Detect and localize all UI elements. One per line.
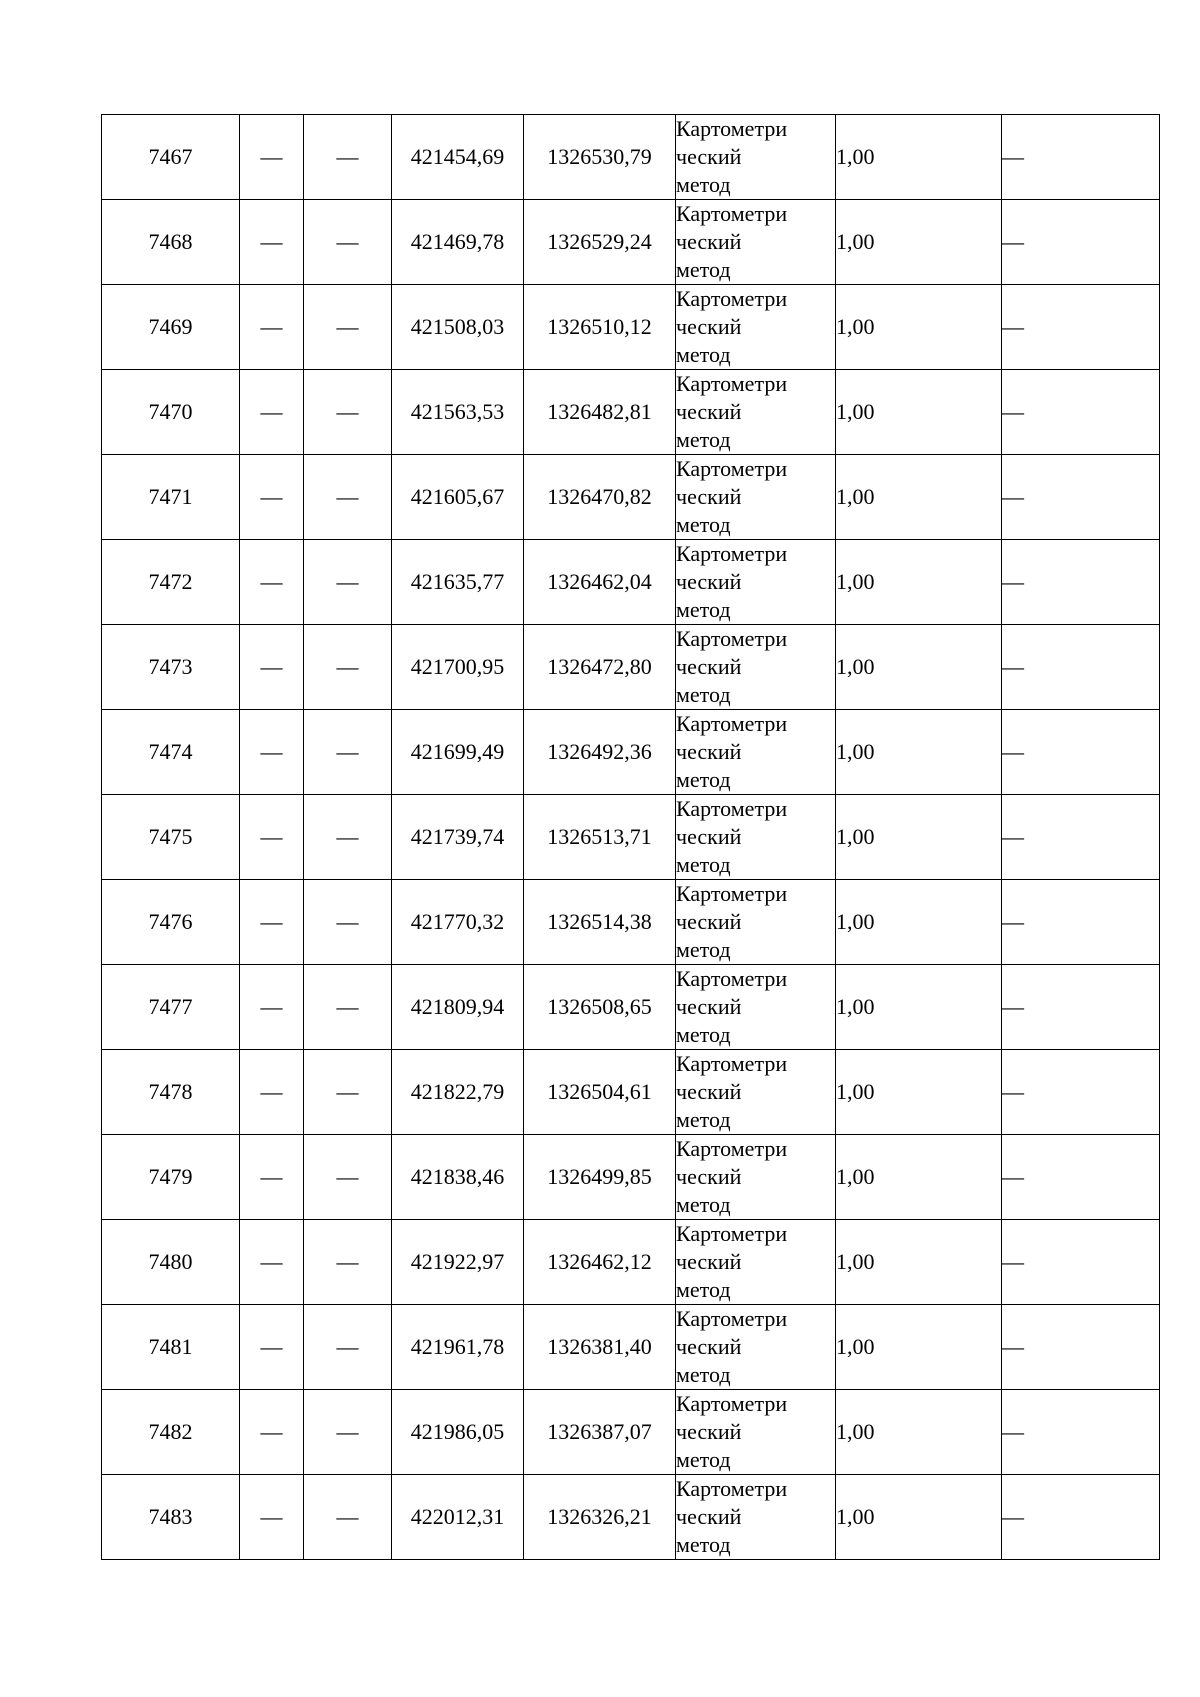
coordinates-table	[101, 114, 1160, 1560]
method-text-line: метод	[676, 342, 731, 367]
method-text-line: ческий	[676, 399, 742, 424]
y-coordinate-cell: 1326472,80	[524, 625, 676, 710]
column-3-cell: —	[304, 1305, 392, 1390]
error-value-cell: 1,00	[836, 115, 1002, 200]
column-3-cell: —	[304, 795, 392, 880]
x-coordinate-cell: 422012,31	[392, 1475, 524, 1560]
method-text-line: ческий	[676, 1164, 742, 1189]
method-cell	[676, 1220, 836, 1305]
method-cell	[676, 285, 836, 370]
error-value-cell: 1,00	[836, 965, 1002, 1050]
method-text-line: метод	[676, 767, 731, 792]
table-row	[102, 1390, 1160, 1475]
column-3-cell: —	[304, 455, 392, 540]
method-text-line: Картометри	[676, 881, 788, 906]
error-value-cell: 1,00	[836, 455, 1002, 540]
method-text-line: Картометри	[676, 116, 788, 141]
method-cell	[676, 1390, 836, 1475]
method-text-line: метод	[676, 1107, 731, 1132]
method-cell	[676, 710, 836, 795]
column-3-cell: —	[304, 1475, 392, 1560]
last-column-cell: —	[1002, 540, 1160, 625]
x-coordinate-cell: 421922,97	[392, 1220, 524, 1305]
method-text-line: Картометри	[676, 541, 788, 566]
last-column-cell: —	[1002, 285, 1160, 370]
column-3-cell: —	[304, 1390, 392, 1475]
last-column-cell: —	[1002, 880, 1160, 965]
method-text-line: ческий	[676, 1504, 742, 1529]
x-coordinate-cell: 421454,69	[392, 115, 524, 200]
point-number-cell: 7467	[102, 115, 240, 200]
column-3-cell: —	[304, 370, 392, 455]
method-text-line: ческий	[676, 824, 742, 849]
method-text-line: Картометри	[676, 711, 788, 736]
column-2-cell: —	[240, 285, 304, 370]
x-coordinate-cell: 421770,32	[392, 880, 524, 965]
column-2-cell: —	[240, 1475, 304, 1560]
method-text-line: ческий	[676, 1334, 742, 1359]
method-text-line: метод	[676, 597, 731, 622]
method-text-line: Картометри	[676, 1476, 788, 1501]
column-3-cell: —	[304, 1220, 392, 1305]
point-number-cell: 7479	[102, 1135, 240, 1220]
method-text-line: метод	[676, 1447, 731, 1472]
column-3-cell: —	[304, 625, 392, 710]
y-coordinate-cell: 1326492,36	[524, 710, 676, 795]
point-number-cell: 7477	[102, 965, 240, 1050]
y-coordinate-cell: 1326387,07	[524, 1390, 676, 1475]
method-cell	[676, 1050, 836, 1135]
point-number-cell: 7481	[102, 1305, 240, 1390]
error-value-cell: 1,00	[836, 1135, 1002, 1220]
error-value-cell: 1,00	[836, 1050, 1002, 1135]
method-text-line: ческий	[676, 144, 742, 169]
method-text-line: метод	[676, 427, 731, 452]
last-column-cell: —	[1002, 455, 1160, 540]
table-row	[102, 795, 1160, 880]
last-column-cell: —	[1002, 1475, 1160, 1560]
method-cell	[676, 1475, 836, 1560]
column-2-cell: —	[240, 1135, 304, 1220]
column-2-cell: —	[240, 880, 304, 965]
column-3-cell: —	[304, 710, 392, 795]
x-coordinate-cell: 421961,78	[392, 1305, 524, 1390]
y-coordinate-cell: 1326514,38	[524, 880, 676, 965]
method-text-line: ческий	[676, 654, 742, 679]
last-column-cell: —	[1002, 710, 1160, 795]
error-value-cell: 1,00	[836, 880, 1002, 965]
column-2-cell: —	[240, 115, 304, 200]
y-coordinate-cell: 1326462,04	[524, 540, 676, 625]
last-column-cell: —	[1002, 370, 1160, 455]
point-number-cell: 7475	[102, 795, 240, 880]
column-2-cell: —	[240, 710, 304, 795]
last-column-cell: —	[1002, 965, 1160, 1050]
x-coordinate-cell: 421986,05	[392, 1390, 524, 1475]
method-cell	[676, 370, 836, 455]
method-text-line: ческий	[676, 229, 742, 254]
last-column-cell: —	[1002, 1305, 1160, 1390]
y-coordinate-cell: 1326482,81	[524, 370, 676, 455]
method-cell	[676, 880, 836, 965]
method-text-line: Картометри	[676, 966, 788, 991]
x-coordinate-cell: 421700,95	[392, 625, 524, 710]
table-row	[102, 710, 1160, 795]
x-coordinate-cell: 421699,49	[392, 710, 524, 795]
last-column-cell: —	[1002, 200, 1160, 285]
last-column-cell: —	[1002, 1135, 1160, 1220]
method-text-line: метод	[676, 172, 731, 197]
method-cell	[676, 965, 836, 1050]
x-coordinate-cell: 421822,79	[392, 1050, 524, 1135]
table-row	[102, 540, 1160, 625]
error-value-cell: 1,00	[836, 200, 1002, 285]
method-text-line: Картометри	[676, 371, 788, 396]
point-number-cell: 7473	[102, 625, 240, 710]
table-row	[102, 1475, 1160, 1560]
table-row	[102, 1305, 1160, 1390]
y-coordinate-cell: 1326510,12	[524, 285, 676, 370]
method-text-line: Картометри	[676, 286, 788, 311]
method-text-line: ческий	[676, 484, 742, 509]
table-row	[102, 1220, 1160, 1305]
last-column-cell: —	[1002, 1390, 1160, 1475]
error-value-cell: 1,00	[836, 370, 1002, 455]
column-3-cell: —	[304, 1135, 392, 1220]
point-number-cell: 7483	[102, 1475, 240, 1560]
method-text-line: Картометри	[676, 1136, 788, 1161]
method-text-line: ческий	[676, 1249, 742, 1274]
column-3-cell: —	[304, 880, 392, 965]
table-row	[102, 285, 1160, 370]
column-3-cell: —	[304, 1050, 392, 1135]
x-coordinate-cell: 421605,67	[392, 455, 524, 540]
column-3-cell: —	[304, 965, 392, 1050]
method-text-line: ческий	[676, 569, 742, 594]
method-cell	[676, 1305, 836, 1390]
table-row	[102, 370, 1160, 455]
column-3-cell: —	[304, 115, 392, 200]
method-cell	[676, 1135, 836, 1220]
column-3-cell: —	[304, 540, 392, 625]
method-cell	[676, 625, 836, 710]
method-text-line: метод	[676, 1532, 731, 1557]
x-coordinate-cell: 421635,77	[392, 540, 524, 625]
method-text-line: ческий	[676, 1079, 742, 1104]
point-number-cell: 7482	[102, 1390, 240, 1475]
column-2-cell: —	[240, 200, 304, 285]
method-text-line: метод	[676, 1277, 731, 1302]
error-value-cell: 1,00	[836, 285, 1002, 370]
last-column-cell: —	[1002, 115, 1160, 200]
column-2-cell: —	[240, 625, 304, 710]
method-text-line: ческий	[676, 314, 742, 339]
y-coordinate-cell: 1326504,61	[524, 1050, 676, 1135]
method-text-line: Картометри	[676, 1221, 788, 1246]
y-coordinate-cell: 1326326,21	[524, 1475, 676, 1560]
y-coordinate-cell: 1326499,85	[524, 1135, 676, 1220]
error-value-cell: 1,00	[836, 710, 1002, 795]
method-text-line: Картометри	[676, 626, 788, 651]
x-coordinate-cell: 421809,94	[392, 965, 524, 1050]
method-text-line: метод	[676, 682, 731, 707]
column-2-cell: —	[240, 965, 304, 1050]
point-number-cell: 7471	[102, 455, 240, 540]
point-number-cell: 7469	[102, 285, 240, 370]
method-text-line: метод	[676, 937, 731, 962]
point-number-cell: 7476	[102, 880, 240, 965]
last-column-cell: —	[1002, 1220, 1160, 1305]
error-value-cell: 1,00	[836, 540, 1002, 625]
table-row	[102, 625, 1160, 710]
point-number-cell: 7478	[102, 1050, 240, 1135]
error-value-cell: 1,00	[836, 1305, 1002, 1390]
method-text-line: ческий	[676, 994, 742, 1019]
last-column-cell: —	[1002, 1050, 1160, 1135]
method-cell	[676, 455, 836, 540]
table-row	[102, 1050, 1160, 1135]
y-coordinate-cell: 1326530,79	[524, 115, 676, 200]
table-row	[102, 115, 1160, 200]
error-value-cell: 1,00	[836, 625, 1002, 710]
column-3-cell: —	[304, 200, 392, 285]
table-row	[102, 880, 1160, 965]
y-coordinate-cell: 1326529,24	[524, 200, 676, 285]
method-text-line: Картометри	[676, 201, 788, 226]
column-2-cell: —	[240, 540, 304, 625]
error-value-cell: 1,00	[836, 1390, 1002, 1475]
column-2-cell: —	[240, 795, 304, 880]
table-row	[102, 965, 1160, 1050]
column-2-cell: —	[240, 455, 304, 540]
last-column-cell: —	[1002, 625, 1160, 710]
column-2-cell: —	[240, 1390, 304, 1475]
x-coordinate-cell: 421838,46	[392, 1135, 524, 1220]
point-number-cell: 7474	[102, 710, 240, 795]
method-cell	[676, 200, 836, 285]
method-text-line: метод	[676, 1192, 731, 1217]
y-coordinate-cell: 1326462,12	[524, 1220, 676, 1305]
y-coordinate-cell: 1326513,71	[524, 795, 676, 880]
last-column-cell: —	[1002, 795, 1160, 880]
method-text-line: ческий	[676, 739, 742, 764]
method-text-line: ческий	[676, 909, 742, 934]
error-value-cell: 1,00	[836, 1220, 1002, 1305]
column-2-cell: —	[240, 1050, 304, 1135]
method-text-line: Картометри	[676, 1051, 788, 1076]
method-text-line: метод	[676, 512, 731, 537]
method-text-line: ческий	[676, 1419, 742, 1444]
table-body	[102, 115, 1160, 1560]
column-3-cell: —	[304, 285, 392, 370]
error-value-cell: 1,00	[836, 1475, 1002, 1560]
method-cell	[676, 795, 836, 880]
column-2-cell: —	[240, 1220, 304, 1305]
method-text-line: Картометри	[676, 796, 788, 821]
x-coordinate-cell: 421508,03	[392, 285, 524, 370]
table-row	[102, 1135, 1160, 1220]
method-text-line: Картометри	[676, 456, 788, 481]
point-number-cell: 7470	[102, 370, 240, 455]
x-coordinate-cell: 421563,53	[392, 370, 524, 455]
method-cell	[676, 540, 836, 625]
method-cell	[676, 115, 836, 200]
method-text-line: метод	[676, 1022, 731, 1047]
x-coordinate-cell: 421469,78	[392, 200, 524, 285]
point-number-cell: 7480	[102, 1220, 240, 1305]
column-2-cell: —	[240, 1305, 304, 1390]
point-number-cell: 7468	[102, 200, 240, 285]
x-coordinate-cell: 421739,74	[392, 795, 524, 880]
y-coordinate-cell: 1326508,65	[524, 965, 676, 1050]
method-text-line: метод	[676, 1362, 731, 1387]
method-text-line: Картометри	[676, 1391, 788, 1416]
y-coordinate-cell: 1326381,40	[524, 1305, 676, 1390]
method-text-line: метод	[676, 257, 731, 282]
column-2-cell: —	[240, 370, 304, 455]
table-row	[102, 455, 1160, 540]
error-value-cell: 1,00	[836, 795, 1002, 880]
point-number-cell: 7472	[102, 540, 240, 625]
method-text-line: метод	[676, 852, 731, 877]
table-row	[102, 200, 1160, 285]
method-text-line: Картометри	[676, 1306, 788, 1331]
y-coordinate-cell: 1326470,82	[524, 455, 676, 540]
